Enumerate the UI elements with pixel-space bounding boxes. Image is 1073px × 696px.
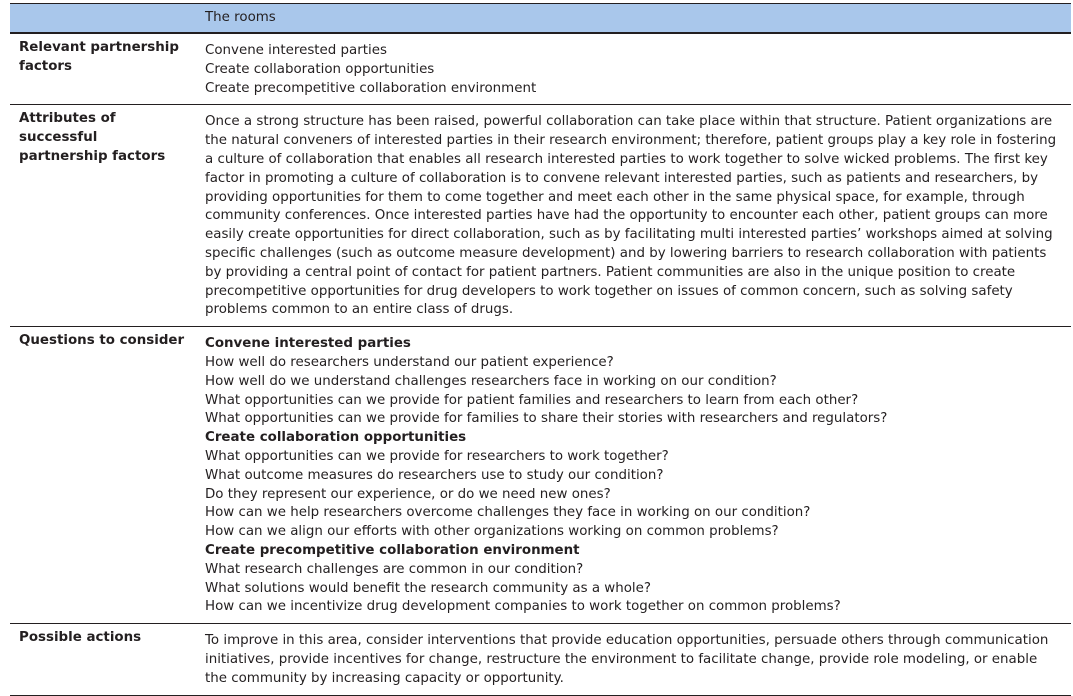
row-label: Questions to consider: [19, 333, 185, 349]
row-content: [205, 624, 1063, 694]
row-possible-actions: [10, 623, 1071, 694]
table-bottom-rule: [10, 695, 1071, 696]
question-item: What opportunities can we provide for patient families and researchers to learn from each other?: [205, 392, 859, 408]
attributes-paragraph: Once a strong structure has been raised, powerful collaboration can take place within that structure. Patient organizations are the natural conveners of interested parties in their research environment; therefore, patient groups play a key role in fostering a culture of collaboration that enables all research interested parties to work together to solve wicked problems. The first key factor in promoting a culture of collaboration is to convene relevant interested parties, such as patients and researchers, by providing opportunities for them to come together and meet each other in the same physical space, for example, through community conferences. Once interested parties have had the opportunity to encounter each other, patient groups can more easily create opportunities for direct collaboration, such as by facilitating multi interested parties’ workshops aimed at solving specific challenges (such as outcome measure development) and by lowering barriers to research collaboration with patients by providing a central point of contact for patient partners. Patient communities are also in the unique position to create precompetitive opportunities for drug developers to work together on issues of common concern, such as solving safety problems common to an entire class of drugs.: [205, 114, 1057, 318]
factor-item: Convene interested parties: [205, 43, 387, 58]
table-header-title: The rooms: [205, 10, 276, 25]
question-item: How can we align our efforts with other organizations working on common problems?: [205, 524, 779, 540]
factor-item: Create collaboration opportunities: [205, 61, 435, 77]
row-label: Possible actions: [19, 630, 142, 646]
question-item: How can we help researchers overcome challenges they face in working on our condition?: [205, 505, 811, 521]
row-questions: [10, 326, 1071, 623]
question-item: What opportunities can we provide for researchers to work together?: [205, 448, 669, 464]
question-item: How well do we understand challenges researchers face in working on our condition?: [205, 373, 777, 389]
question-item: What opportunities can we provide for families to share their stories with researchers and regulators?: [205, 411, 888, 427]
factor-item: Create precompetitive collaboration environment: [205, 80, 537, 96]
row-label: Relevant partnership factors: [19, 40, 179, 74]
row-content: [205, 105, 1063, 326]
row-relevant-partnership-factors: [10, 33, 1071, 104]
question-item: What solutions would benefit the research community as a whole?: [205, 580, 651, 596]
row-label: Attributes of successful partnership factors: [19, 111, 166, 164]
section-heading: Create precompetitive collaboration environment: [205, 542, 580, 558]
row-content: [205, 34, 1063, 104]
question-item: Do they represent our experience, or do we need new ones?: [205, 486, 611, 502]
row-attributes: [10, 104, 1071, 326]
row-content: [205, 327, 1063, 623]
question-item: How can we incentivize drug development companies to work together on common problems?: [205, 599, 841, 615]
question-item: How well do researchers understand our patient experience?: [205, 354, 614, 370]
rooms-table: [10, 3, 1071, 696]
actions-paragraph: To improve in this area, consider interventions that provide education opportunities, persuade others through communication initiatives, provide incentives for change, restructure the environment to facilitate change, provide role modeling, or enable the community by increasing capacity or opportunity.: [205, 633, 1049, 686]
section-heading: Convene interested parties: [205, 336, 411, 352]
table-header: [10, 3, 1071, 33]
section-heading: Create collaboration opportunities: [205, 430, 467, 446]
question-item: What research challenges are common in our condition?: [205, 561, 584, 577]
question-item: What outcome measures do researchers use to study our condition?: [205, 467, 664, 483]
